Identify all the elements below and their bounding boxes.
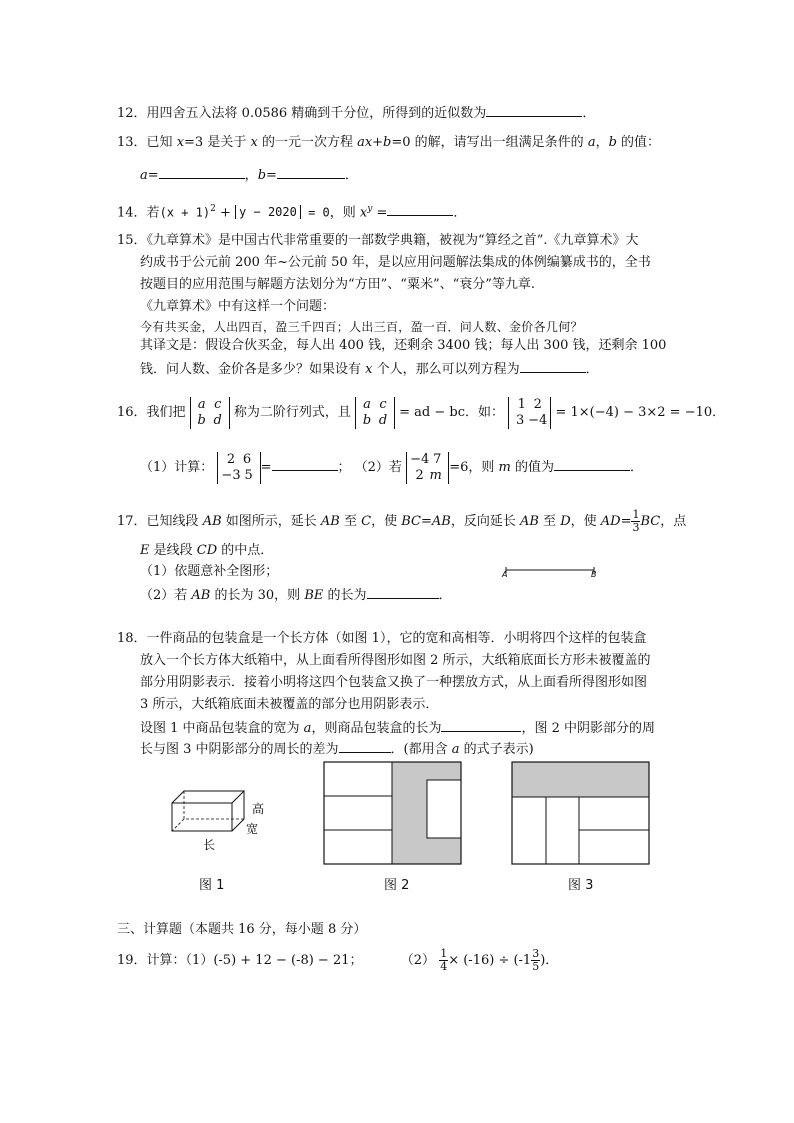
figure-2-top-view <box>323 761 463 865</box>
q17-fraction-one-third: $\frac{1}{3}$ <box>632 508 640 534</box>
question-15-line1: 15．《九章算术》是中国古代非常重要的一部数学典籍，被视为“算经之首”.《九章算术》大 <box>117 233 639 248</box>
caption-figure-1: 图 1 <box>199 878 225 893</box>
fig2-box-3 <box>324 830 392 864</box>
fig3-shaded-area <box>512 762 649 797</box>
q14-abs-value: y − 2020 <box>235 205 301 219</box>
label-long: 长 <box>203 838 216 852</box>
q16-determinant-part1: 2 6 −3 5 <box>217 452 260 484</box>
question-18-line5: 设图 1 中商品包装盒的宽为 a，则商品包装盒的长为 ，图 2 中阴影部分的周 <box>140 717 655 739</box>
q13-answer-b[interactable] <box>277 164 345 179</box>
q19-fraction-three-fifths: $\frac{3}{5}$ <box>532 947 540 973</box>
q13-answer-a[interactable] <box>159 164 245 179</box>
question-15-line7: 钱．问人数、金价各是多少？如果设有 x 个人，那么可以列方程为 ． <box>140 358 599 380</box>
caption-figure-2: 图 2 <box>384 878 410 893</box>
q12-text: 用四舍五入法将 0.0586 精确到千分位，所得到的近似数为 <box>146 106 487 121</box>
label-a: A <box>502 570 508 579</box>
q16-answer-part1[interactable] <box>272 456 338 471</box>
question-17-line1: 17．已知线段 AB 如图所示，延长 AB 至 C，使 BC=AB，反向延长 AB 至 D，使 AD= $\frac{1}{3}$ BC，点 <box>117 508 687 534</box>
figure-1-box <box>165 785 275 855</box>
q12-number: 12． <box>117 106 147 121</box>
section-3-heading: 三、计算题（本题共 16 分，每小题 8 分） <box>117 922 367 937</box>
q15-answer-blank[interactable] <box>520 358 586 373</box>
label-high: 高 <box>252 802 265 816</box>
segment-ab-figure <box>498 563 602 581</box>
question-15-classical-text: 今有共买金，人出四百，盈三千四百；人出三百，盈一百．问人数、金价各几何？ <box>140 320 583 334</box>
caption-figure-3: 图 3 <box>568 878 594 893</box>
q16-determinant-part2: −4 7 2 m <box>406 452 449 484</box>
q18-answer-perimeter-diff[interactable] <box>339 738 391 753</box>
question-16-parts: （1）计算： 2 6 −3 5 = ； （2）若 −4 7 2 m =6，则 m 的值为 ． <box>140 451 644 483</box>
q16-determinant-general: a c b d <box>190 397 230 429</box>
q14-answer-blank[interactable] <box>387 201 453 216</box>
question-13-answers: a= ，b= ． <box>140 164 358 186</box>
q16-answer-part2[interactable] <box>554 456 630 471</box>
question-13: 13．已知 x=3 是关于 x 的一元一次方程 ax+b=0 的解，请写出一组满足条件的 a，b 的值： <box>117 135 661 150</box>
q18-answer-length[interactable] <box>441 717 521 732</box>
question-12: 12．用四舍五入法将 0.0586 精确到千分位，所得到的近似数为 ． <box>117 102 595 124</box>
question-17-part1: （1）依题意补全图形； <box>140 564 279 579</box>
question-18-line1: 18．一件商品的包装盒是一个长方体（如图 1），它的宽和高相等．小明将四个这样的包装盒 <box>117 631 647 646</box>
question-15-line6: 其译文是：假设合伙买金，每人出 400 钱，还剩余 3400 钱；每人出 300 钱，还剩余 100 <box>140 338 667 353</box>
label-b: B <box>591 570 597 579</box>
q19-fraction-one-fourth: $\frac{1}{4}$ <box>440 947 448 973</box>
question-17-part2: （2）若 AB 的长为 30，则 BE 的长为 ． <box>140 584 452 606</box>
question-18-line3: 部分用阴影表示．接着小明将这四个包装盒又换了一种摆放方式，从上面看所得图形如图 <box>140 675 648 690</box>
figure-3-top-view <box>511 761 651 865</box>
question-19: 19．计算：（1）(-5) + 12 − (-8) − 21； （2） $\frac{1}{4}$ × (-16) ÷ (-1 $\frac{3}{5}$ )． <box>117 947 559 973</box>
fig2-box-1 <box>324 762 392 796</box>
question-18-line6: 长与图 3 中阴影部分的周长的差为 ．(都用含 a 的式子表示) <box>140 738 534 760</box>
q16-determinant-definition: a c b d <box>355 397 395 429</box>
box-hidden-edges <box>184 791 244 819</box>
question-16: 16．我们把 a c b d 称为二阶行列式，且 a c b d = ad − bc．如： 1 2 3 −4 = 1×(−4) − 3×2 = −10． <box>117 396 726 428</box>
question-18-line2: 放入一个长方体大纸箱中，从上面看所得图形如图 2 所示，大纸箱底面长方形未被覆盖的 <box>140 653 651 668</box>
question-15-line4: 《九章算术》中有这样一个问题： <box>140 299 336 314</box>
fig2-box-4 <box>427 780 461 838</box>
question-14: 14．若$(x + 1)^2 + y - 2020 = 0$，则 $x^y$ = ． <box>117 199 466 223</box>
label-wide: 宽 <box>246 822 259 836</box>
fig2-box-2 <box>324 796 392 830</box>
q16-determinant-example: 1 2 3 −4 <box>508 397 551 429</box>
question-15-line2: 约成书于公元前 200 年~公元前 50 年，是以应用问题解法集成的体例编纂成书的，全书 <box>140 255 651 270</box>
box-top-face <box>172 791 244 803</box>
q17-answer-blank[interactable] <box>367 584 439 599</box>
question-15-line3: 按题目的应用范围与解题方法划分为“方田”、“粟米”、“衰分”等九章. <box>140 277 536 292</box>
question-18-line4: 3 所示，大纸箱底面未被覆盖的部分也用阴影表示． <box>140 697 439 712</box>
q12-answer-blank[interactable] <box>486 102 582 117</box>
box-front-face <box>172 803 232 831</box>
question-17-line2: E 是线段 CD 的中点． <box>140 543 274 558</box>
